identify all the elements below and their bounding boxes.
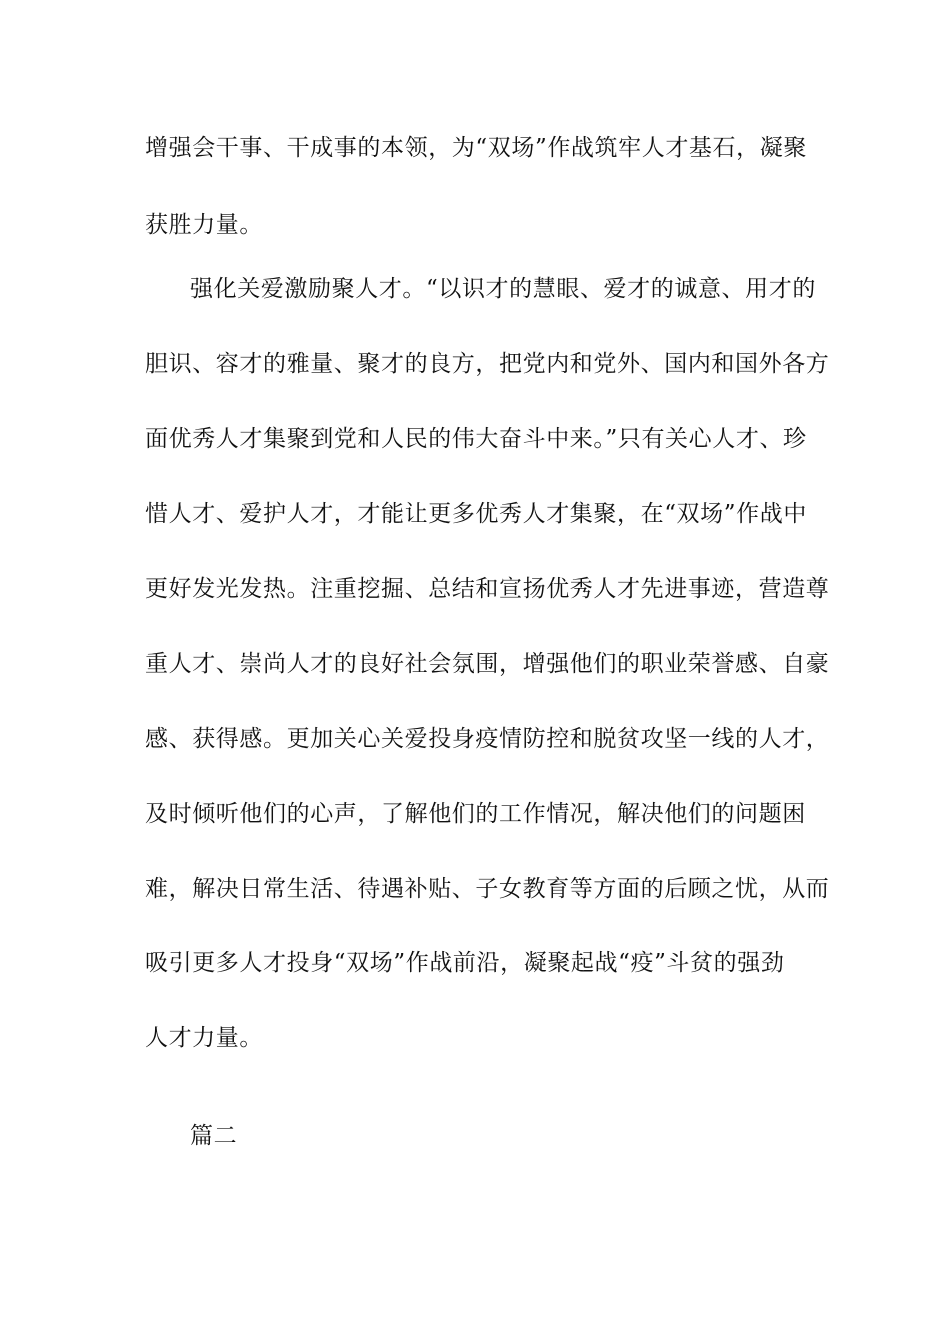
paragraph-2-line-11: 人才力量。 xyxy=(145,1025,263,1051)
section-heading: 篇二 xyxy=(190,1123,238,1149)
paragraph-2-line-10: 吸引更多人才投身“双场”作战前沿，凝聚起战“疫”斗贫的强劲 xyxy=(145,950,785,976)
paragraph-2-line-5: 更好发光发热。注重挖掘、总结和宣扬优秀人才先进事迹，营造尊 xyxy=(145,576,830,602)
paragraph-1-line-1: 增强会干事、干成事的本领，为“双场”作战筑牢人才基石，凝聚 xyxy=(145,135,807,161)
paragraph-2-line-9: 难，解决日常生活、待遇补贴、子女教育等方面的后顾之忧，从而 xyxy=(145,876,830,902)
paragraph-2-line-3: 面优秀人才集聚到党和人民的伟大奋斗中来。”只有关心人才、珍 xyxy=(145,426,807,452)
paragraph-2-line-8: 及时倾听他们的心声，了解他们的工作情况，解决他们的问题困 xyxy=(145,801,806,827)
paragraph-2-line-7: 感、获得感。更加关心关爱投身疫情防控和脱贫攻坚一线的人才， xyxy=(145,726,830,752)
paragraph-2-line-1: 强化关爱激励聚人才。“以识才的慧眼、爱才的诚意、用才的 xyxy=(190,276,816,302)
paragraph-2-line-6: 重人才、崇尚人才的良好社会氛围，增强他们的职业荣誉感、自豪 xyxy=(145,651,830,677)
paragraph-2-line-2: 胆识、容才的雅量、聚才的良方，把党内和党外、国内和国外各方 xyxy=(145,351,830,377)
paragraph-1-line-2: 获胜力量。 xyxy=(145,212,263,238)
paragraph-2-line-4: 惜人才、爱护人才，才能让更多优秀人才集聚，在“双场”作战中 xyxy=(145,501,807,527)
